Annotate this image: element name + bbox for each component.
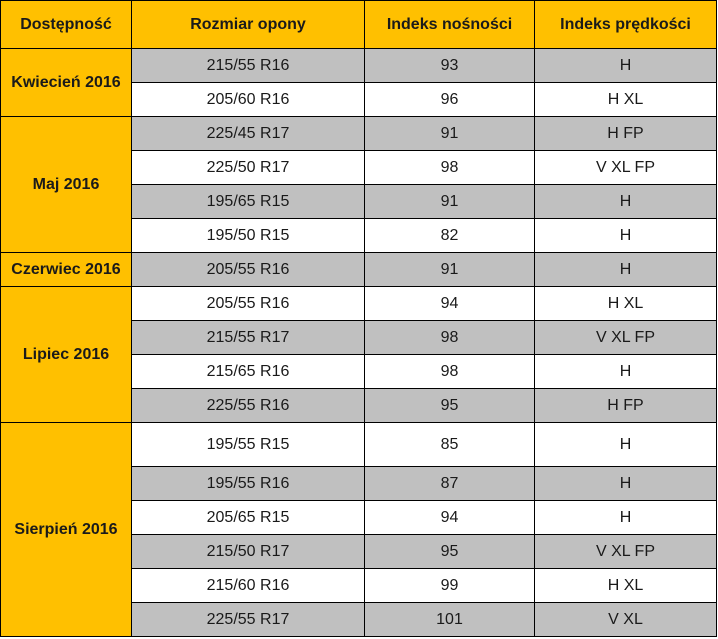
tire-size-cell: 195/65 R15 bbox=[132, 185, 365, 219]
speed-index-cell: H bbox=[535, 219, 717, 253]
month-cell: Sierpień 2016 bbox=[1, 423, 132, 637]
load-index-cell: 101 bbox=[365, 603, 535, 637]
header-load-index: Indeks nośności bbox=[365, 1, 535, 49]
speed-index-cell: H bbox=[535, 253, 717, 287]
table-row bbox=[1, 423, 717, 467]
load-index-cell: 94 bbox=[365, 501, 535, 535]
speed-index-cell: H bbox=[535, 185, 717, 219]
speed-index-cell: H XL bbox=[535, 569, 717, 603]
table-row bbox=[1, 117, 717, 151]
tire-size-cell: 205/60 R16 bbox=[132, 83, 365, 117]
load-index-cell: 99 bbox=[365, 569, 535, 603]
tire-size-cell: 195/55 R15 bbox=[132, 423, 365, 467]
tire-size-cell: 215/60 R16 bbox=[132, 569, 365, 603]
tire-size-cell: 225/50 R17 bbox=[132, 151, 365, 185]
speed-index-cell: H XL bbox=[535, 287, 717, 321]
table-row bbox=[1, 49, 717, 83]
speed-index-cell: V XL FP bbox=[535, 321, 717, 355]
load-index-cell: 98 bbox=[365, 321, 535, 355]
tire-size-cell: 215/55 R17 bbox=[132, 321, 365, 355]
load-index-cell: 98 bbox=[365, 151, 535, 185]
tire-size-cell: 205/55 R16 bbox=[132, 287, 365, 321]
header-availability: Dostępność bbox=[1, 1, 132, 49]
month-cell: Kwiecień 2016 bbox=[1, 49, 132, 117]
speed-index-cell: H bbox=[535, 467, 717, 501]
load-index-cell: 85 bbox=[365, 423, 535, 467]
table-row bbox=[1, 253, 717, 287]
tire-size-cell: 205/65 R15 bbox=[132, 501, 365, 535]
load-index-cell: 95 bbox=[365, 389, 535, 423]
speed-index-cell: H bbox=[535, 423, 717, 467]
month-cell: Lipiec 2016 bbox=[1, 287, 132, 423]
tire-size-cell: 225/55 R16 bbox=[132, 389, 365, 423]
speed-index-cell: V XL bbox=[535, 603, 717, 637]
speed-index-cell: H FP bbox=[535, 117, 717, 151]
load-index-cell: 98 bbox=[365, 355, 535, 389]
load-index-cell: 91 bbox=[365, 253, 535, 287]
load-index-cell: 96 bbox=[365, 83, 535, 117]
tire-size-cell: 215/55 R16 bbox=[132, 49, 365, 83]
speed-index-cell: V XL FP bbox=[535, 151, 717, 185]
speed-index-cell: H XL bbox=[535, 83, 717, 117]
tire-size-cell: 205/55 R16 bbox=[132, 253, 365, 287]
load-index-cell: 93 bbox=[365, 49, 535, 83]
load-index-cell: 82 bbox=[365, 219, 535, 253]
tire-size-cell: 195/50 R15 bbox=[132, 219, 365, 253]
speed-index-cell: H bbox=[535, 49, 717, 83]
month-cell: Maj 2016 bbox=[1, 117, 132, 253]
tire-size-cell: 215/50 R17 bbox=[132, 535, 365, 569]
tire-size-cell: 195/55 R16 bbox=[132, 467, 365, 501]
load-index-cell: 87 bbox=[365, 467, 535, 501]
table-row bbox=[1, 287, 717, 321]
header-tire-size: Rozmiar opony bbox=[132, 1, 365, 49]
load-index-cell: 94 bbox=[365, 287, 535, 321]
speed-index-cell: H bbox=[535, 355, 717, 389]
header-row bbox=[1, 1, 717, 49]
load-index-cell: 91 bbox=[365, 185, 535, 219]
header-speed-index: Indeks prędkości bbox=[535, 1, 717, 49]
speed-index-cell: H bbox=[535, 501, 717, 535]
tire-size-cell: 215/65 R16 bbox=[132, 355, 365, 389]
load-index-cell: 91 bbox=[365, 117, 535, 151]
speed-index-cell: H FP bbox=[535, 389, 717, 423]
month-cell: Czerwiec 2016 bbox=[1, 253, 132, 287]
tire-size-cell: 225/45 R17 bbox=[132, 117, 365, 151]
speed-index-cell: V XL FP bbox=[535, 535, 717, 569]
load-index-cell: 95 bbox=[365, 535, 535, 569]
tire-size-cell: 225/55 R17 bbox=[132, 603, 365, 637]
